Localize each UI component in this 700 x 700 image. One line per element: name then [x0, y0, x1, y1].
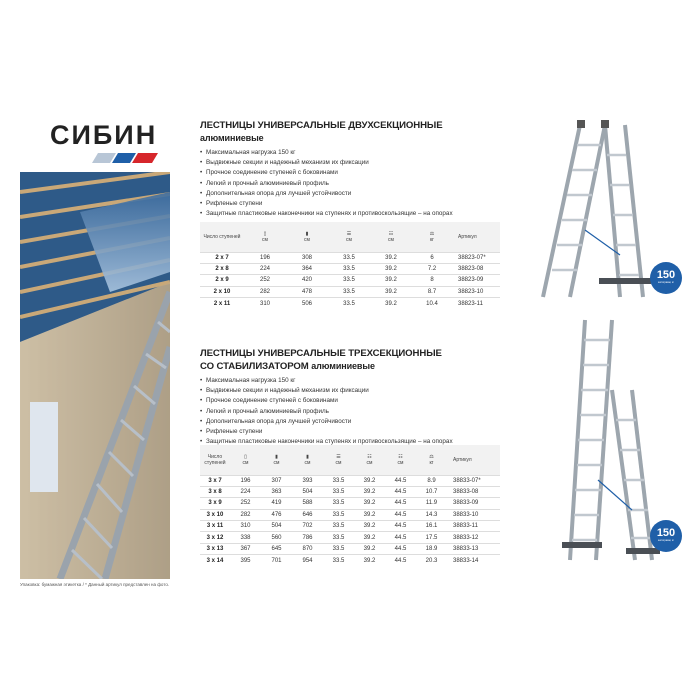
feature-item: • Выдвижные секции и надежный механизм их фиксации: [200, 158, 500, 168]
table-cell: 33.5: [323, 532, 354, 543]
table-cell: 39.2: [354, 532, 385, 543]
width-bottom-header: [354, 445, 385, 475]
table-cell: 420: [286, 275, 328, 286]
article-header: Артикул: [447, 445, 500, 475]
table-row: [200, 532, 500, 543]
ladder-width-icon: ☰: [346, 230, 352, 237]
max-load-caption: килограмм, кг: [658, 281, 674, 284]
row-label: 2 x 10: [200, 286, 244, 297]
table-cell: 786: [292, 532, 323, 543]
weight-icon: ⚖: [429, 453, 434, 460]
table-header-row: [200, 222, 500, 252]
table-cell: 16.1: [416, 521, 447, 532]
table-cell: 8: [412, 275, 452, 286]
unit-label: см: [242, 459, 249, 466]
table-cell: 478: [286, 286, 328, 297]
feature-item: • Дополнительная опора для лучшей устойчивости: [200, 189, 500, 199]
photo-note: Упаковка: бумажная этикетка / * Данный артикул представлен на фото.: [20, 582, 170, 587]
table-cell: 14.3: [416, 509, 447, 520]
two-section-table-body: [200, 252, 500, 309]
table-cell: 7.2: [412, 263, 452, 274]
table-cell: 11.9: [416, 498, 447, 509]
steps-header: Число ступеней: [200, 222, 244, 252]
table-cell: 18.9: [416, 543, 447, 554]
table-cell: 702: [292, 521, 323, 532]
three-section-title-sub: алюминиевые: [311, 361, 375, 371]
table-cell: 476: [261, 509, 292, 520]
table-cell: 33.5: [328, 275, 370, 286]
table-cell: 39.2: [354, 486, 385, 497]
weight-header: [412, 222, 452, 252]
table-row: [200, 543, 500, 554]
row-label: 2 x 11: [200, 298, 244, 309]
table-cell: 338: [230, 532, 261, 543]
table-cell: 870: [292, 543, 323, 554]
row-label: 3 x 7: [200, 475, 230, 486]
article-cell: 38823-11: [452, 298, 500, 309]
table-row: [200, 263, 500, 274]
ladder-full-icon: ▮: [306, 453, 309, 460]
brand-name: СИБИН: [50, 120, 158, 150]
table-cell: 224: [230, 486, 261, 497]
article-header: Артикул: [452, 222, 500, 252]
max-load-badge: [650, 262, 682, 294]
table-cell: 17.5: [416, 532, 447, 543]
row-label: 2 x 7: [200, 252, 244, 263]
max-load-badge: [650, 520, 682, 552]
ladder-extended-icon: ▮: [305, 230, 309, 237]
table-cell: 506: [286, 298, 328, 309]
three-section-title: [200, 348, 500, 373]
brand-stripes-icon: [90, 153, 160, 163]
height-closed-header: [244, 222, 286, 252]
table-cell: 33.5: [323, 521, 354, 532]
unit-label: кг: [429, 459, 434, 466]
table-cell: 44.5: [385, 555, 416, 566]
row-label: 3 x 8: [200, 486, 230, 497]
table-row: [200, 555, 500, 566]
weight-header: [416, 445, 447, 475]
stabilizer-header: [385, 445, 416, 475]
table-cell: 560: [261, 532, 292, 543]
height-closed-header: [230, 445, 261, 475]
row-label: 3 x 14: [200, 555, 230, 566]
unit-label: кг: [429, 236, 434, 243]
table-cell: 8.9: [416, 475, 447, 486]
table-cell: 307: [261, 475, 292, 486]
table-row: [200, 275, 500, 286]
three-section-title-line1: ЛЕСТНИЦЫ УНИВЕРСАЛЬНЫЕ ТРЕХСЕКЦИОННЫЕ: [200, 348, 442, 359]
table-cell: 44.5: [385, 509, 416, 520]
table-cell: 701: [261, 555, 292, 566]
table-cell: 44.5: [385, 498, 416, 509]
table-cell: 393: [292, 475, 323, 486]
feature-item: • Рифленые ступени: [200, 199, 500, 209]
two-section-ladder-image: [525, 115, 655, 305]
table-cell: 646: [292, 509, 323, 520]
unit-label: см: [304, 459, 311, 466]
row-label: 3 x 13: [200, 543, 230, 554]
unit-label: см: [335, 459, 342, 466]
table-cell: 33.5: [328, 298, 370, 309]
table-row: [200, 498, 500, 509]
table-cell: 588: [292, 498, 323, 509]
height-mid-header: [261, 445, 292, 475]
three-section-table-body: [200, 475, 500, 566]
feature-item: • Максимальная нагрузка 150 кг: [200, 148, 500, 158]
max-load-value: 150: [656, 527, 676, 539]
table-cell: 33.5: [328, 252, 370, 263]
table-row: [200, 521, 500, 532]
unit-label: см: [346, 236, 352, 243]
three-section-spec-table: [200, 445, 500, 566]
article-cell: 38823-07*: [452, 252, 500, 263]
two-section-title-line1: ЛЕСТНИЦЫ УНИВЕРСАЛЬНЫЕ ДВУХСЕКЦИОННЫЕ: [200, 120, 443, 131]
table-cell: 39.2: [354, 475, 385, 486]
article-cell: 38833-10: [447, 509, 500, 520]
article-cell: 38823-10: [452, 286, 500, 297]
table-cell: 39.2: [370, 286, 412, 297]
article-cell: 38833-11: [447, 521, 500, 532]
three-section-title-line2: СО СТАБИЛИЗАТОРОМ: [200, 361, 309, 372]
height-open-header: [286, 222, 328, 252]
feature-item: • Дополнительная опора для лучшей устойчивости: [200, 417, 500, 427]
two-section-spec-table: [200, 222, 500, 309]
table-row: [200, 252, 500, 263]
table-cell: 44.5: [385, 486, 416, 497]
table-cell: 282: [230, 509, 261, 520]
table-cell: 196: [244, 252, 286, 263]
feature-item: • Максимальная нагрузка 150 кг: [200, 376, 500, 386]
table-cell: 252: [244, 275, 286, 286]
row-label: 2 x 9: [200, 275, 244, 286]
table-cell: 39.2: [354, 509, 385, 520]
table-row: [200, 286, 500, 297]
table-cell: 33.5: [323, 509, 354, 520]
two-section-title-line2: алюминиевые: [200, 133, 264, 143]
article-cell: 38833-08: [447, 486, 500, 497]
three-section-ladder-image: [540, 310, 660, 570]
product-photo: [20, 172, 170, 579]
table-cell: 367: [230, 543, 261, 554]
article-cell: 38833-13: [447, 543, 500, 554]
two-section-features: [200, 148, 500, 219]
ladder-folded-icon: ▯: [263, 230, 267, 237]
table-cell: 395: [230, 555, 261, 566]
table-row: [200, 486, 500, 497]
table-cell: 44.5: [385, 521, 416, 532]
table-header-row: [200, 445, 500, 475]
table-cell: 33.5: [323, 486, 354, 497]
table-cell: 8.7: [412, 286, 452, 297]
unit-label: см: [388, 236, 394, 243]
brand-logo: [50, 120, 160, 170]
table-cell: 196: [230, 475, 261, 486]
table-cell: 363: [261, 486, 292, 497]
two-section-block: [200, 120, 500, 219]
table-cell: 20.3: [416, 555, 447, 566]
ladder-extended-icon: ▮: [275, 453, 278, 460]
unit-label: см: [397, 459, 404, 466]
table-cell: 308: [286, 252, 328, 263]
table-cell: 310: [244, 298, 286, 309]
max-load-caption: килограмм, кг: [658, 539, 674, 542]
table-cell: 6: [412, 252, 452, 263]
feature-item: • Защитные пластиковые наконечники на ступенях и противоскользящие – на опорах: [200, 209, 500, 219]
table-cell: 954: [292, 555, 323, 566]
feature-item: • Легкий и прочный алюминиевый профиль: [200, 407, 500, 417]
feature-item: • Легкий и прочный алюминиевый профиль: [200, 179, 500, 189]
feature-item: • Выдвижные секции и надежный механизм их фиксации: [200, 386, 500, 396]
article-cell: 38823-09: [452, 275, 500, 286]
table-cell: 645: [261, 543, 292, 554]
table-cell: 44.5: [385, 532, 416, 543]
table-cell: 44.5: [385, 543, 416, 554]
unit-label: см: [273, 459, 280, 466]
table-cell: 39.2: [354, 543, 385, 554]
unit-label: см: [262, 236, 268, 243]
table-cell: 33.5: [328, 263, 370, 274]
feature-item: • Защитные пластиковые наконечники на ступенях и противоскользящие – на опорах: [200, 437, 500, 447]
table-cell: 419: [261, 498, 292, 509]
article-cell: 38833-07*: [447, 475, 500, 486]
table-cell: 39.2: [370, 275, 412, 286]
stabilizer-icon: ☷: [398, 453, 403, 460]
height-open-header: [292, 445, 323, 475]
table-cell: 44.5: [385, 475, 416, 486]
feature-item: • Прочное соединение ступеней с боковинами: [200, 396, 500, 406]
table-cell: 39.2: [370, 298, 412, 309]
max-load-value: 150: [656, 269, 676, 281]
table-cell: 252: [230, 498, 261, 509]
table-cell: 39.2: [370, 252, 412, 263]
three-section-features: [200, 376, 500, 447]
unit-label: см: [304, 236, 310, 243]
table-cell: 282: [244, 286, 286, 297]
ladder-folded-icon: ▯: [244, 453, 247, 460]
steps-header: Число ступеней: [200, 445, 230, 475]
ladder-width-icon: ☰: [336, 453, 341, 460]
unit-label: см: [366, 459, 373, 466]
table-cell: 39.2: [354, 498, 385, 509]
table-cell: 33.5: [323, 543, 354, 554]
table-cell: 10.4: [412, 298, 452, 309]
row-label: 3 x 12: [200, 532, 230, 543]
feature-item: • Прочное соединение ступеней с боковинами: [200, 168, 500, 178]
width-top-header: [328, 222, 370, 252]
table-cell: 10.7: [416, 486, 447, 497]
row-label: 2 x 8: [200, 263, 244, 274]
article-cell: 38833-09: [447, 498, 500, 509]
table-cell: 504: [261, 521, 292, 532]
row-label: 3 x 11: [200, 521, 230, 532]
weight-icon: ⚖: [429, 230, 435, 237]
table-cell: 33.5: [323, 555, 354, 566]
article-cell: 38823-08: [452, 263, 500, 274]
row-label: 3 x 9: [200, 498, 230, 509]
table-cell: 310: [230, 521, 261, 532]
table-cell: 364: [286, 263, 328, 274]
table-cell: 39.2: [354, 521, 385, 532]
feature-item: • Рифленые ступени: [200, 427, 500, 437]
table-row: [200, 475, 500, 486]
table-cell: 224: [244, 263, 286, 274]
table-cell: 39.2: [370, 263, 412, 274]
table-cell: 39.2: [354, 555, 385, 566]
article-cell: 38833-14: [447, 555, 500, 566]
three-section-block: [200, 348, 500, 447]
width-bottom-header: [370, 222, 412, 252]
table-row: [200, 509, 500, 520]
table-cell: 33.5: [328, 286, 370, 297]
row-label: 3 x 10: [200, 509, 230, 520]
table-cell: 33.5: [323, 475, 354, 486]
two-section-title: [200, 120, 500, 145]
table-cell: 504: [292, 486, 323, 497]
table-row: [200, 298, 500, 309]
ladder-base-icon: ☷: [388, 230, 394, 237]
article-cell: 38833-12: [447, 532, 500, 543]
table-cell: 33.5: [323, 498, 354, 509]
ladder-base-icon: ☷: [367, 453, 372, 460]
width-top-header: [323, 445, 354, 475]
